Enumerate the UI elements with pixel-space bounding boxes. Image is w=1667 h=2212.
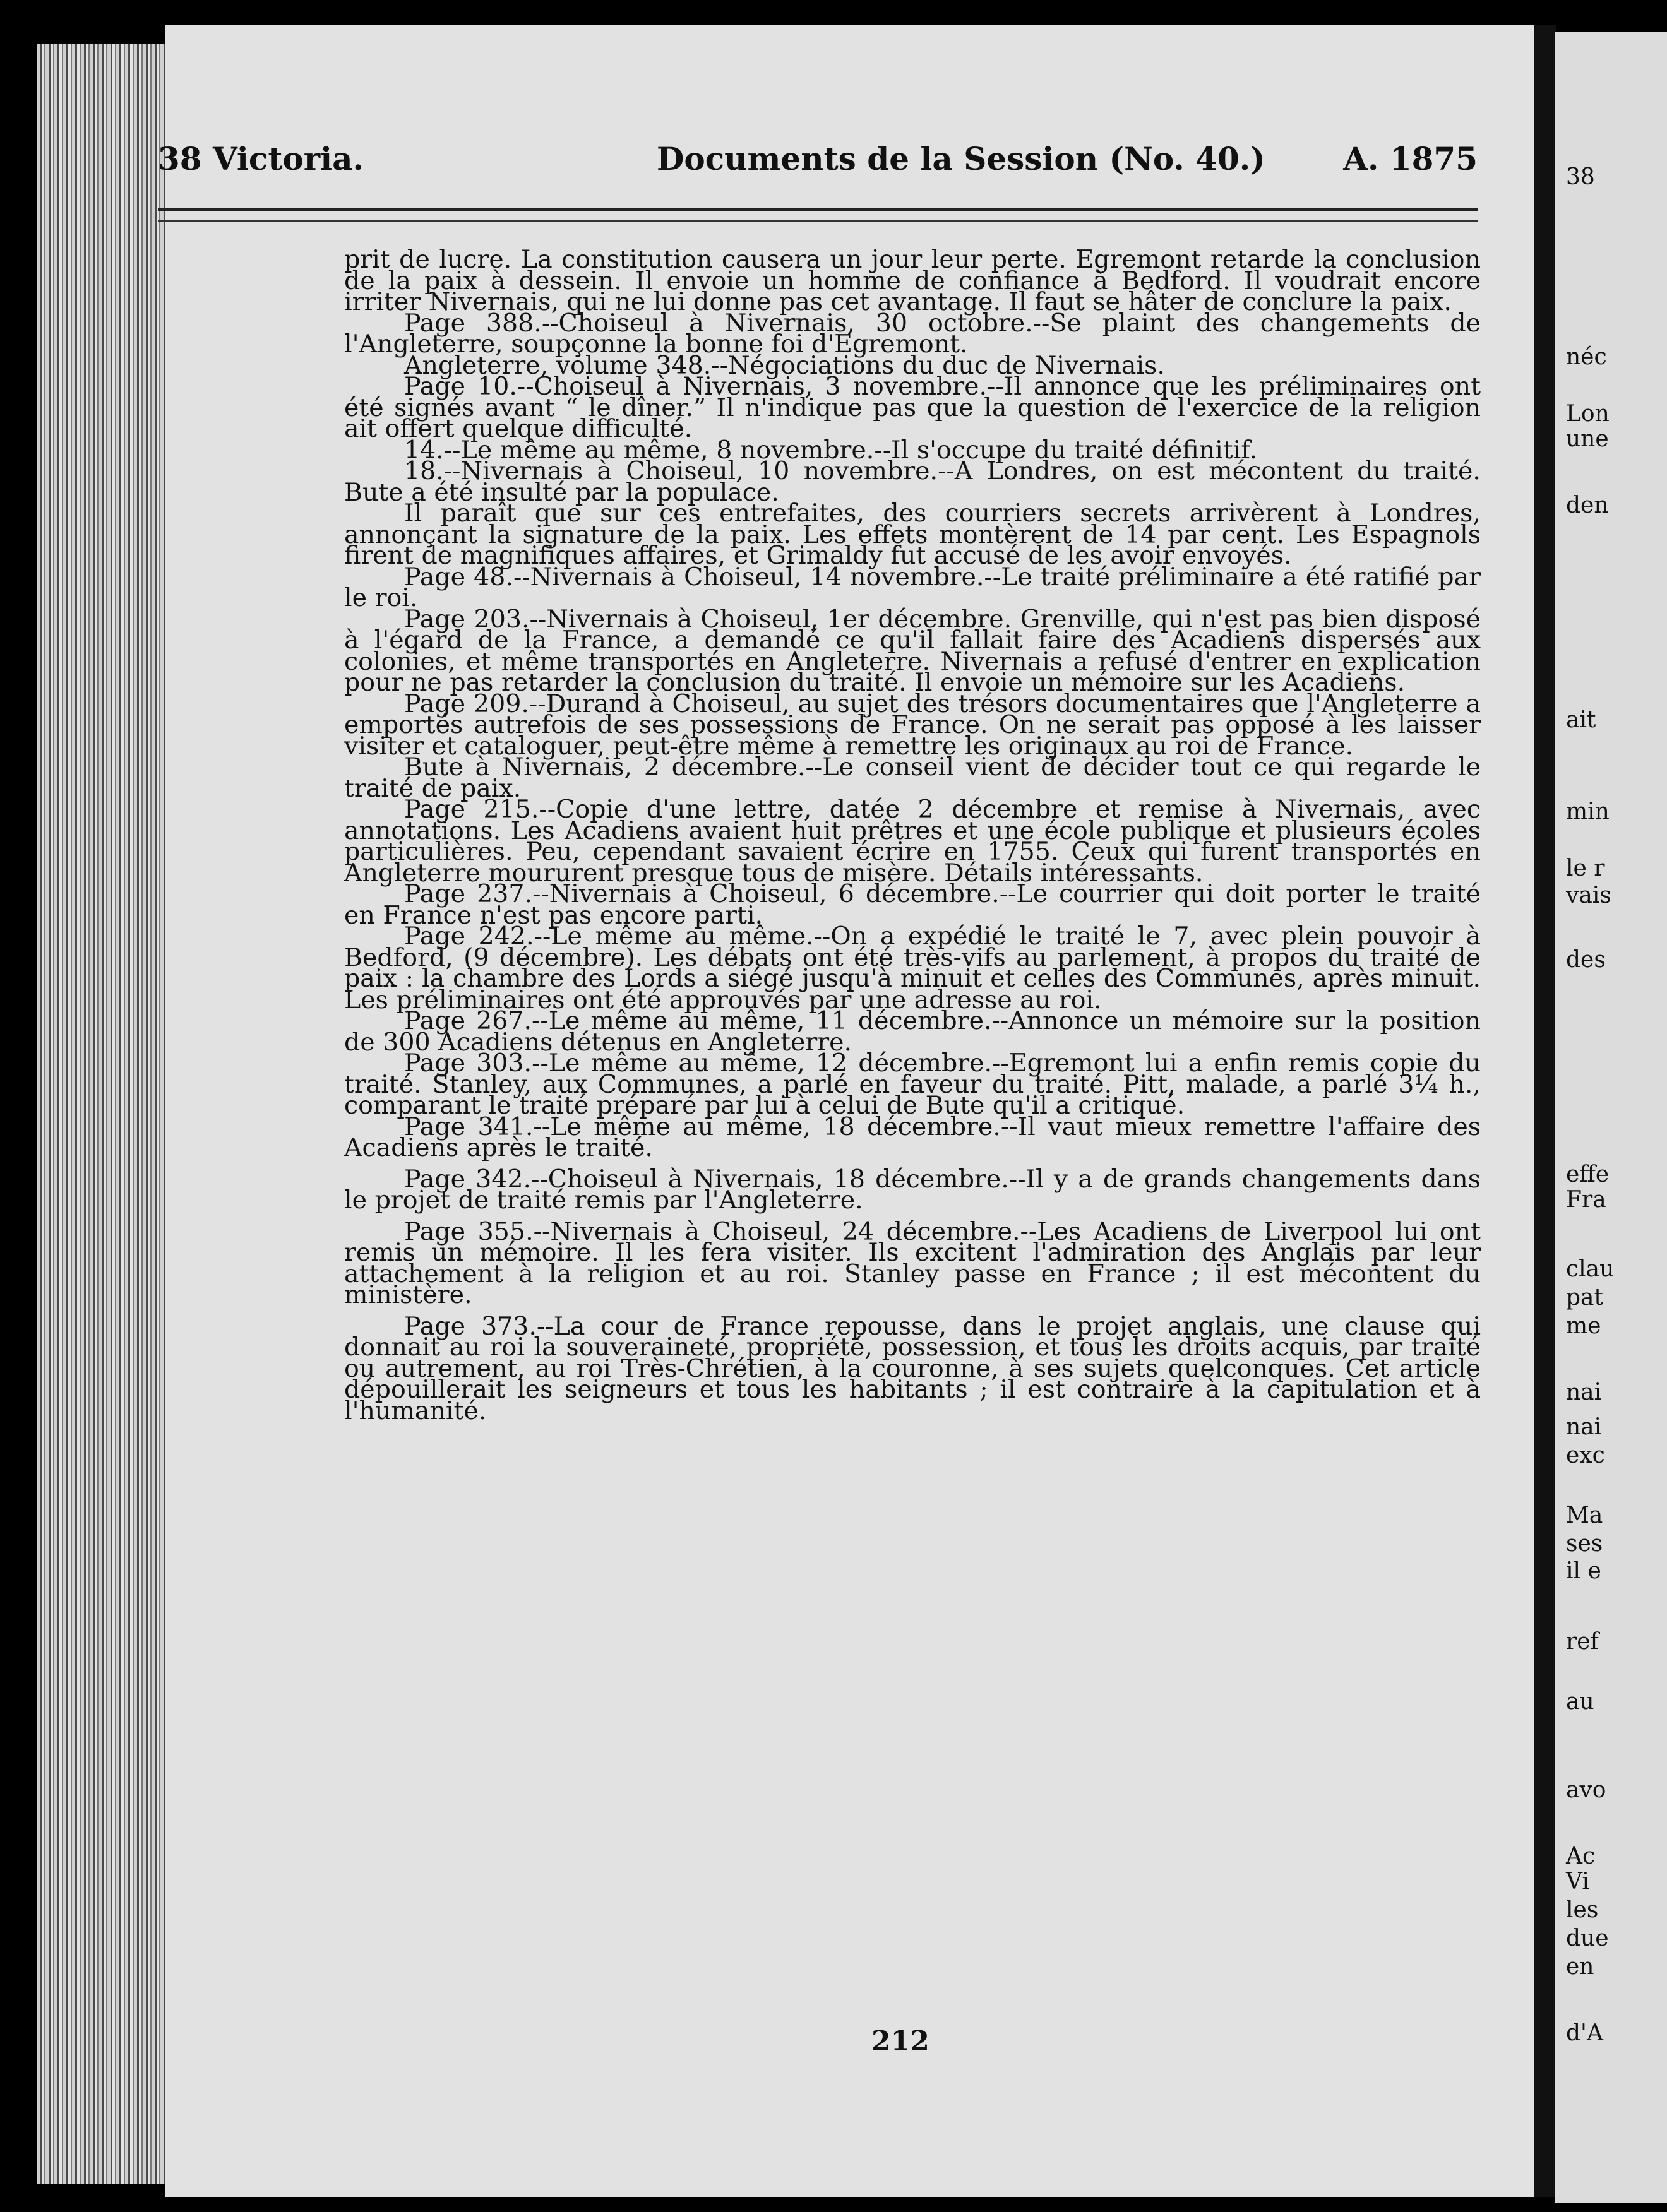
paragraph: Page 215.--Copie d'une lettre, datée 2 décembre et remise à Nivernais, avec annotations. Les Acadiens avaient huit prêtres et une école publique et plusieurs écoles particulières. Peu, cependant savaient écrire en 1755. Ceux qui furent transportés en Angleterre moururent presque tous de misère. Détails intéressants.	[344, 795, 1481, 888]
next-page-fragment: au	[1566, 1689, 1594, 1715]
paragraph: Page 267.--Le même au même, 11 décembre.--Annonce un mémoire sur la position de 300 Acadiens détenus en Angleterre.	[344, 1006, 1481, 1057]
page-number: 212	[871, 2025, 929, 2057]
next-page-fragment: Ac	[1566, 1843, 1596, 1869]
next-page-fragment: pat	[1566, 1285, 1603, 1311]
header-double-rule	[158, 208, 1478, 222]
next-page-fragment: les	[1566, 1897, 1599, 1923]
next-page-fragment: due	[1566, 1925, 1609, 1951]
next-page-fragment: me	[1566, 1313, 1601, 1339]
next-page-fragment: effe	[1566, 1162, 1610, 1187]
header-year: A. 1875	[1343, 140, 1478, 177]
next-page-fragment: 38	[1566, 164, 1595, 190]
next-page-fragment: une	[1566, 426, 1609, 452]
next-page-fragment: il e	[1566, 1558, 1601, 1584]
paragraph: Page 342.--Choiseul à Nivernais, 18 décembre.--Il y a de grands changements dans le projet de traité remis par l'Angleterre.	[344, 1164, 1481, 1215]
paragraph: prit de lucre. La constitution causera un jour leur perte. Egremont retarde la conclusion de la paix à dessein. Il envoie un homme de confiance à Bedford. Il voudrait encore irriter Nivernais, qui ne lui donne pas cet avantage. Il faut se hâter de conclure la paix.	[344, 245, 1481, 316]
paragraph: 18.--Nivernais à Choiseul, 10 novembre.--A Londres, on est mécontent du traité. Bute a été insulté par la populace.	[344, 456, 1481, 507]
paragraph: Page 10.--Choiseul à Nivernais, 3 novembre.--Il annonce que les préliminaires ont été signés avant “ le dîner.” Il n'indique pas que la question de l'exercice de la religion ait offert quelque difficulté.	[344, 372, 1481, 443]
book-gutter	[1534, 25, 1556, 2197]
paragraph: Page 388.--Choiseul à Nivernais, 30 octobre.--Se plaint des changements de l'Angleterre, soupçonne la bonne foi d'Egremont.	[344, 308, 1481, 359]
next-page-fragment: ref	[1566, 1629, 1599, 1655]
next-page-fragment: clau	[1566, 1256, 1615, 1282]
next-page-fragment: exc	[1566, 1442, 1605, 1468]
page-edges	[37, 44, 182, 2184]
next-page-fragment: den	[1566, 492, 1609, 518]
paragraph: Page 209.--Durand à Choiseul, au sujet des trésors documentaires que l'Angleterre a emportés autrefois de ses possessions de France. On ne serait pas opposé à les laisser visiter et cataloguer, peut-être même à remettre les originaux au roi de France.	[344, 689, 1481, 761]
paragraph: Page 48.--Nivernais à Choiseul, 14 novembre.--Le traité préliminaire a été ratifié par le roi.	[344, 562, 1481, 612]
paragraph: 14.--Le même au même, 8 novembre.--Il s'occupe du traité définitif.	[404, 435, 1258, 465]
next-page-fragment: d'A	[1566, 2020, 1603, 2046]
next-page-fragment: néc	[1566, 344, 1607, 370]
paragraph: Bute à Nivernais, 2 décembre.--Le conseil vient de décider tout ce qui regarde le traité de paix.	[344, 752, 1481, 803]
next-page-fragment: vais	[1566, 883, 1611, 908]
next-page-fragment: nai	[1566, 1379, 1602, 1405]
paragraph: Page 355.--Nivernais à Choiseul, 24 décembre.--Les Acadiens de Liverpool lui ont remis un mémoire. Il les fera visiter. Ils excitent l'admiration des Anglais par leur attachement à la religion et au roi. Stanley passe en France ; il est mécontent du ministère.	[344, 1216, 1481, 1309]
next-page-fragment: Lon	[1566, 401, 1610, 427]
paragraph: Page 242.--Le même au même.--On a expédié le traité le 7, avec plein pouvoir à Bedford, (9 décembre). Les débats ont été très-vifs au parlement, à propos du traité de paix : la chambre des Lords a siégé jusqu'à minuit et celles des Communes, après minuit. Les préliminaires ont été approuvés par une adresse au roi.	[344, 922, 1481, 1014]
next-page-fragment: avo	[1566, 1777, 1606, 1803]
next-page-fragment: en	[1566, 1954, 1594, 1980]
paragraph: Page 303.--Le même au même, 12 décembre.--Egremont lui a enfin remis copie du traité. Stanley, aux Communes, a parlé en faveur du traité. Pitt, malade, a parlé 3¼ h., comparant le traité préparé par lui à celui de Bute qu'il a critiqué.	[344, 1049, 1481, 1120]
paragraph: Page 237.--Nivernais à Choiseul, 6 décembre.--Le courrier qui doit porter le traité en France n'est pas encore parti.	[344, 879, 1481, 930]
next-page-fragment: ses	[1566, 1531, 1603, 1557]
next-page-fragment: Ma	[1566, 1502, 1603, 1528]
next-page-fragment: Vi	[1566, 1869, 1589, 1894]
next-page-fragment: des	[1566, 947, 1606, 973]
next-page-fragment: Fra	[1566, 1187, 1606, 1213]
next-page-fragment: ait	[1566, 707, 1596, 733]
next-page-fragment: min	[1566, 799, 1610, 824]
paragraph: Page 373.--La cour de France repousse, dans le projet anglais, une clause qui donnait au roi la souveraineté, propriété, possession, et tous les droits acquis, par traité ou autrement, au roi Très-Chrétien, à la couronne, à ses sujets quelconques. Cet article dépouillerait les seigneurs et tous les habitants ; il est contraire à la capitulation et à l'humanité.	[344, 1311, 1481, 1425]
paragraph: Angleterre, volume 348.--Négociations du duc de Nivernais.	[404, 350, 1165, 380]
header-volume: 38 Victoria.	[158, 140, 364, 177]
running-head	[158, 140, 1478, 184]
paragraph: Il paraît que sur ces entrefaites, des courriers secrets arrivèrent à Londres, annonçant la signature de la paix. Les effets montèrent de 14 par cent. Les Espagnols firent de magnifiques affaires, et Grimaldy fut accusé de les avoir envoyés.	[344, 499, 1481, 570]
next-page-edge	[1555, 32, 1667, 2203]
next-page-fragment: le r	[1566, 855, 1605, 881]
header-title: Documents de la Session (No. 40.)	[657, 140, 1265, 177]
paragraph: Page 341.--Le même au même, 18 décembre.--Il vaut mieux remettre l'affaire des Acadiens après le traité.	[344, 1112, 1481, 1162]
next-page-fragment: nai	[1566, 1414, 1602, 1440]
paragraph: Page 203.--Nivernais à Choiseul, 1er décembre. Grenville, qui n'est pas bien disposé à l'égard de la France, a demandé ce qu'il fallait faire des Acadiens dispersés aux colonies, et même transportés en Angleterre. Nivernais a refusé d'entrer en explication pour ne pas retarder la conclusion du traité. Il envoie un mémoire sur les Acadiens.	[344, 604, 1481, 697]
body-text	[344, 245, 1481, 1425]
